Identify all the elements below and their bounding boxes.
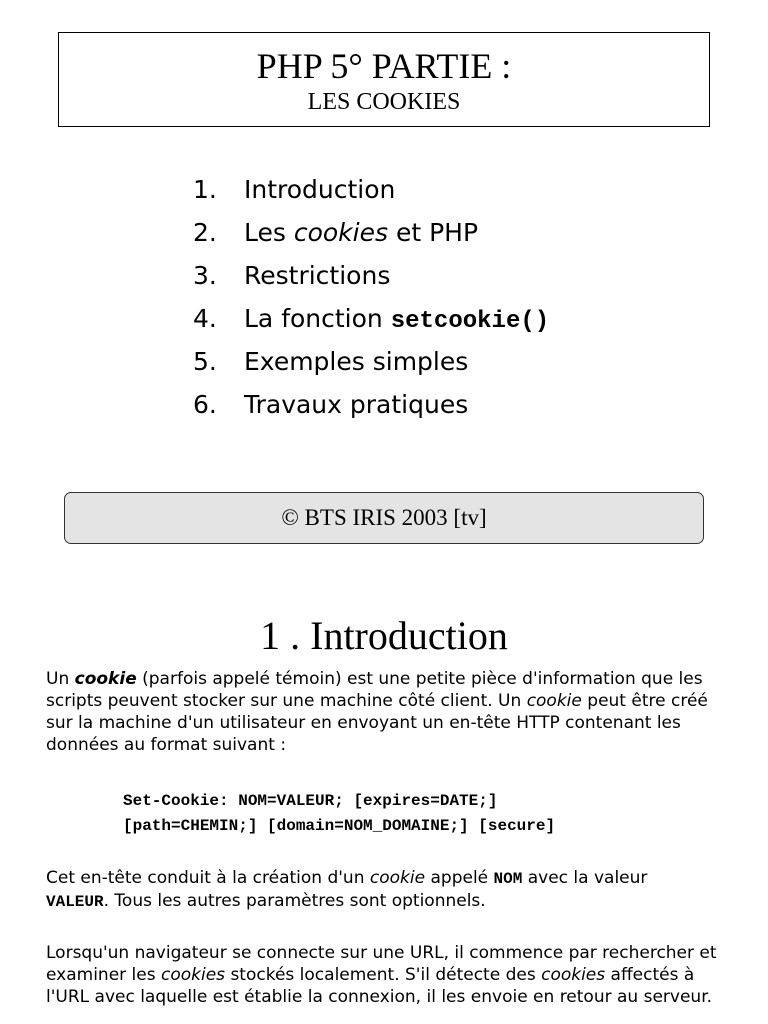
code-block — [123, 789, 555, 839]
browser-behaviour-paragraph — [46, 942, 736, 1008]
toc-item-exemples — [193, 340, 549, 383]
term-cookies: cookies — [161, 965, 226, 985]
text: sur la machine d'un utilisateur en envoyant un en-tête HTTP contenant les — [46, 713, 681, 733]
term-cookie: cookie — [369, 868, 426, 888]
text: stockés localement. S'il détecte des — [225, 965, 542, 985]
toc-item-restrictions — [193, 254, 549, 297]
toc-label: La fonction — [244, 304, 391, 333]
document-title-box — [58, 32, 710, 127]
toc-item-cookies-php — [193, 211, 549, 254]
section-heading: 1 . Introduction — [260, 613, 508, 658]
header-explanation-paragraph — [46, 867, 736, 913]
toc-label: Les — [244, 218, 294, 247]
text: . Tous les autres paramètres sont optionnels. — [103, 891, 486, 911]
code-line: Set-Cookie: NOM=VALEUR; [expires=DATE;] — [123, 792, 498, 810]
code-term-valeur: VALEUR — [46, 893, 104, 911]
code-term-nom: NOM — [493, 870, 523, 888]
toc-label: Travaux pratiques — [244, 390, 469, 419]
text: l'URL avec laquelle est établie la connexion, il les envoie en retour au serveur. — [46, 987, 713, 1007]
toc-item-introduction — [193, 168, 549, 211]
text: appelé — [425, 868, 494, 888]
text: scripts peuvent stocker sur une machine côté client. Un — [46, 691, 527, 711]
toc-number: 4. — [193, 304, 217, 333]
toc-item-travaux — [193, 383, 549, 426]
code-line: [path=CHEMIN;] [domain=NOM_DOMAINE;] [secure] — [123, 817, 556, 835]
toc-label: Exemples simples — [244, 347, 469, 376]
toc-label: et PHP — [388, 218, 479, 247]
text: Cet en-tête conduit à la création d'un — [46, 868, 370, 888]
document-title: PHP 5° PARTIE : — [256, 46, 512, 86]
copyright-banner: © BTS IRIS 2003 [tv] — [64, 492, 704, 544]
toc-item-setcookie — [193, 297, 549, 340]
toc-label-italic: cookies — [293, 218, 389, 247]
toc-label-code: setcookie() — [390, 308, 550, 335]
text: Un — [46, 669, 75, 689]
text: affectés à — [605, 965, 695, 985]
text: données au format suivant : — [46, 735, 287, 755]
intro-paragraph — [46, 668, 736, 756]
term-cookies: cookies — [541, 965, 606, 985]
text: (parfois appelé témoin) est une petite pièce d'information que les — [136, 669, 703, 689]
toc-label: Introduction — [244, 175, 396, 204]
text: Lorsqu'un navigateur se connecte sur une URL, il commence par rechercher et — [46, 943, 717, 963]
text: examiner les — [46, 965, 161, 985]
term-cookie: cookie — [74, 669, 137, 689]
toc-number: 1. — [193, 175, 217, 204]
toc-number: 2. — [193, 218, 217, 247]
text: peut être créé — [581, 691, 708, 711]
document-subtitle: LES COOKIES — [307, 89, 461, 115]
toc-number: 3. — [193, 261, 217, 290]
term-cookie: cookie — [526, 691, 582, 711]
toc-number: 6. — [193, 390, 217, 419]
toc-number: 5. — [193, 347, 217, 376]
toc-label: Restrictions — [244, 261, 391, 290]
text: avec la valeur — [522, 868, 648, 888]
table-of-contents — [193, 168, 549, 426]
